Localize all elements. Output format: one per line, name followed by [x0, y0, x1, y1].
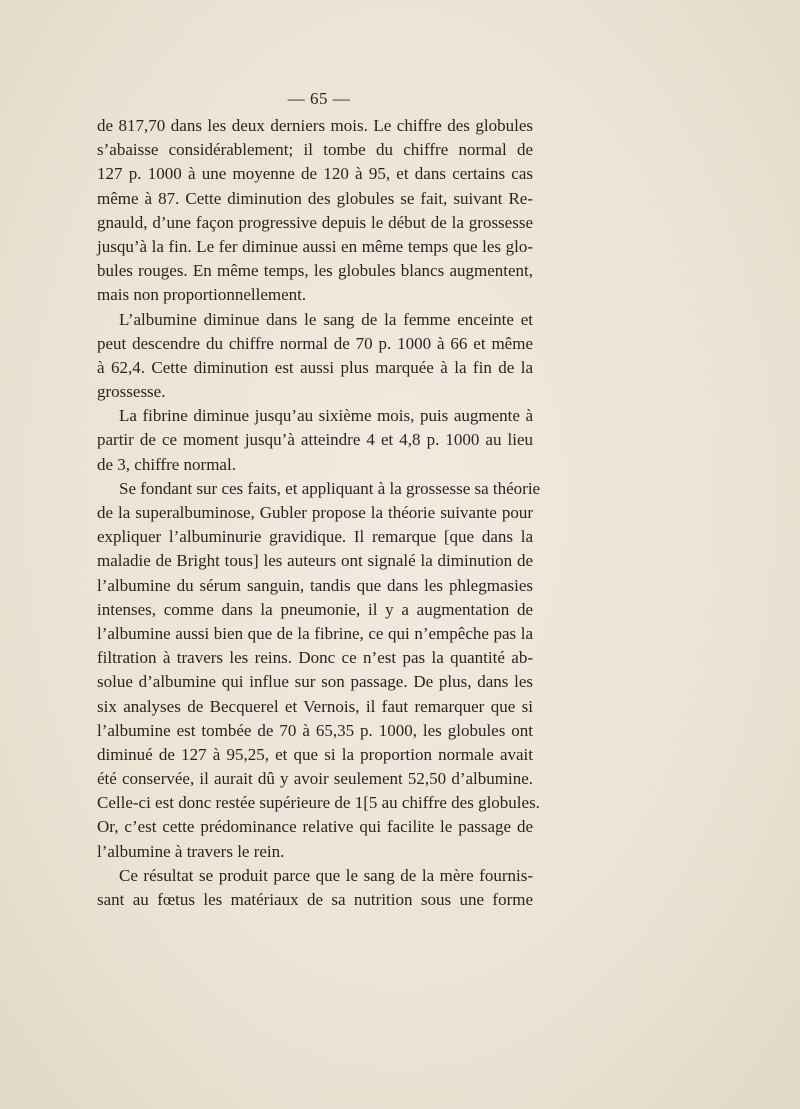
- text-line: mais non proportionnellement.: [97, 285, 307, 305]
- text-line: maladie de Bright tous] les auteurs ont signalé la diminution de: [97, 551, 533, 571]
- text-line: l’albumine du sérum sanguin, tandis que dans les phlegmasies: [97, 575, 533, 595]
- text-line: de 817,70 dans les deux derniers mois. Le chiffre des globules: [97, 116, 533, 135]
- body-text: [97, 114, 541, 912]
- text-line: de la superalbuminose, Gubler propose la théorie suivante pour: [97, 503, 533, 522]
- text-line: gnauld, d’une façon progressive depuis le début de la grossesse: [97, 212, 533, 232]
- text-line: l’albumine aussi bien que de la fibrine, ce qui n’empêche pas la: [97, 623, 533, 643]
- text-line: L’albumine diminue dans le sang de la femme enceinte et: [119, 309, 533, 329]
- text-line: filtration à travers les reins. Donc ce n’est pas la quantité ab-: [97, 648, 533, 668]
- text-line: l’albumine est tombée de 70 à 65,35 p. 1000, les globules ont: [97, 720, 533, 740]
- text-line: 127 p. 1000 à une moyenne de 120 à 95, et dans certains cas: [97, 164, 533, 184]
- text-line: six analyses de Becquerel et Vernois, il faut remarquer que si: [97, 696, 533, 716]
- text-line: diminué de 127 à 95,25, et que si la proportion normale avait: [97, 744, 533, 764]
- text-line: même à 87. Cette diminution des globules se fait, suivant Re-: [97, 188, 533, 208]
- text-line: Ce résultat se produit parce que le sang de la mère fournis-: [119, 865, 533, 885]
- text-line: peut descendre du chiffre normal de 70 p. 1000 à 66 et même: [97, 333, 533, 353]
- text-line: de 3, chiffre normal.: [97, 454, 236, 474]
- text-line: s’abaisse considérablement; il tombe du chiffre normal de: [97, 140, 533, 160]
- text-line: partir de ce moment jusqu’à atteindre 4 et 4,8 p. 1000 au lieu: [97, 430, 533, 450]
- text-line: intenses, comme dans la pneumonie, il y a augmentation de: [97, 599, 533, 619]
- text-line: bules rouges. En même temps, les globules blancs augmentent,: [97, 261, 533, 281]
- text-line: solue d’albumine qui influe sur son passage. De plus, dans les: [97, 672, 533, 692]
- text-line: Celle-ci est donc restée supérieure de 1[5 au chiffre des globules.: [97, 793, 540, 813]
- text-line: à 62,4. Cette diminution est aussi plus marquée à la fin de la: [97, 357, 533, 377]
- text-line: Se fondant sur ces faits, et appliquant à la grossesse sa théorie: [119, 478, 541, 498]
- text-line: La fibrine diminue jusqu’au sixième mois, puis augmente à: [119, 406, 533, 426]
- text-line: Or, c’est cette prédominance relative qui facilite le passage de: [97, 817, 533, 837]
- text-line: l’albumine à travers le rein.: [97, 841, 285, 861]
- text-line: été conservée, il aurait dû y avoir seulement 52,50 d’albumine.: [97, 769, 533, 789]
- text-line: expliquer l’albuminurie gravidique. Il remarque [que dans la: [97, 527, 533, 547]
- text-line: jusqu’à la fin. Le fer diminue aussi en même temps que les glo-: [97, 236, 533, 256]
- text-line: grossesse.: [97, 382, 166, 402]
- page-number: — 65 —: [287, 89, 351, 108]
- text-line: sant au fœtus les matériaux de sa nutrition sous une forme: [97, 890, 533, 909]
